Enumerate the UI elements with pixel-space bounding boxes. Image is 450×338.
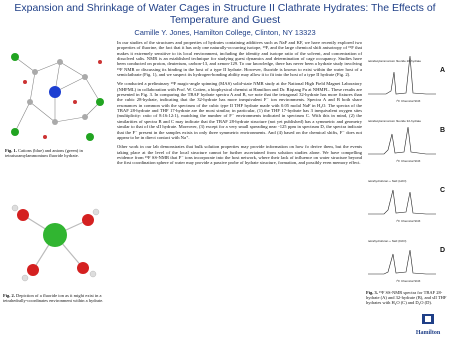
spectrum-c-sample: tetrahydrofuran + NaF (H2O) [368,179,407,183]
axis-label-d: ¹⁹F Chemical Shift [396,279,421,283]
poster-author: Camille Y. Jones, Hamilton College, Clinton, NY 13323 [134,28,316,37]
paragraph-3: Other work in our lab demonstrates that bulk solution properties may provide information on how fo derive them, but the events taking place at the level of the local structure cannot be further ascertained from solution studies alone. We have compelling evidence from ¹⁹F SS-NMR that F⁻ ions incorporate into the host network, where their lack of influence on water structure beyond the first coordination sphere of water may provide a passive probe of hydrate structure, formation, and possibly even memory effect. [117,144,362,166]
spectrum-b-sample: tetrabutylammonium fluoride 32-hydrate [368,119,422,123]
axis-label-b: ¹⁹F Chemical Shift [396,159,421,163]
spectrum-label-b: B [440,127,446,134]
paragraph-2: We conducted a preliminary ¹⁹F magic-angle spinning (MAS) solid-state NMR study at the National High Field Magnet Laboratory (NHFML) in collaboration with Prof. W. Cotten, a biophysical chemist at Hamilton and Dr. Riqiang Fu at NHMFL. These results are presented in Fig. 3. In comparing the TBAF hydrate spectra A and B, we note that the tetragonal 32-hydrate has more fixtures than the cubic 28-hydrate, indicating that the 32-hydrate has more inequivalent F⁻ ion environments. Spectra A and B both share resonances in common with the spectrum of the cubic type II THF hydrate made with 0.05 molal NaF in H₂O. The spectra of the TBAF 28-hydrate and THF 17-hydrate are the most similar; in particular, (1) the THF 17-hydrate has 3 inequivalent oxygen sites (multiplicity: ratio of 8:16:12:1), matching the number of F⁻ environments indicated in spectrum C. With this in mind, (2) the similarities of spectra B and C may indicate that the TBAF 28-hydrate structure (not yet published) has a symmetric and geometry similar to that of the sII hydrate. Moreover, (3) except for a very small spreading near -125 ppm in spectrum D, the spectra indicate that the F⁻ present in the samples exists in only three symmetric environments. And (4) based on the chemical shifts, F⁻ does not appear to be in direct contact with Na⁺. [117,81,362,140]
paragraph-1: In our studies of the structures and properties of hydrates containing additives such as NaF and KF, we have recently explored two properties of fluorine, the fact that it has only one naturally-occurring isotope, ¹⁹F, and the large chemical shift anisotropy of ¹⁹F that makes it extremely sensitive to its local environment, including the identity and isotope ratio of the solvent, and concentration of dissolved salts. NMR is an established technique for studying guest dynamics and determination of cage occupancy. Studies have been conducted on proton, deuterium, carbon-13, and xenon-129. To our knowledge, there has never been a hydrate study involving ¹⁹F NMR or discussing its binding in the host of a type II hydrate. However, fluoride is known to exist within the water host of a semiclathrate (Fig. 1), and we suspect its hydrogen-bonding ability may allow it to fit into the host of a type II hydrate (Fig. 2). [117,40,362,78]
figure-2-caption: Fig. 2. Depiction of a fluoride ion as it might exist in a tetrahedrally-coordinates environment within a hydrate. [3,293,104,304]
figure-1-caption: Fig. 1. Cations (blue) and anions (green) in tetraisoamylammonium fluoride hydrate. [5,148,83,159]
figure-2-fluoride [3,190,107,292]
axis-label-a: ¹⁹F Chemical Shift [396,99,421,103]
hamilton-logo [410,312,446,336]
axis-label-c: ¹⁹F Chemical Shift [396,219,421,223]
figure-3-caption: Fig. 3. ¹⁹F SS-NMR spectra for TBAF 28-hydrate (A) and 32-hydrate (B), and sII THF hydrates with H₂O (C) and D₂O (D). [366,290,447,306]
spectrum-a-sample: tetrabutylammonium fluoride 28-hydrate [368,59,422,63]
poster-title: Expansion and Shrinkage of Water Cages in Structure II Clathrate Hydrates: The Effects of Temperature and Guest [14,2,436,26]
spectrum-label-c: C [440,187,446,194]
body-text [117,40,362,170]
logo-text: Hamilton [415,330,441,336]
spectrum-label-d: D [440,247,446,254]
figure-3-spectra [366,42,448,290]
spectrum-label-a: A [440,67,446,74]
hamilton-seal-icon [421,313,435,325]
spectrum-d-sample: tetrahydrofuran + NaF (D2O) [368,239,407,243]
figure-1-structure [5,42,113,147]
